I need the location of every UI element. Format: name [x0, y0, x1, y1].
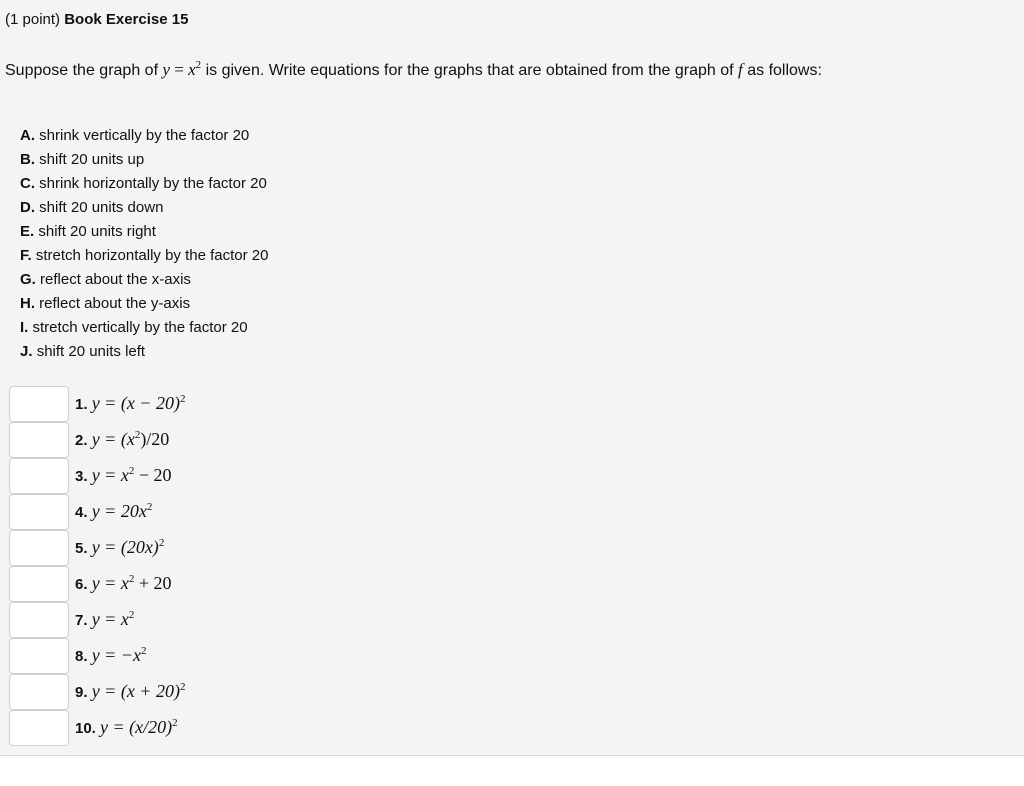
answer-input-6[interactable] [9, 566, 69, 602]
option-item [20, 124, 268, 148]
option-text: shrink horizontally by the factor 20 [39, 175, 267, 192]
option-text: shift 20 units right [38, 223, 156, 240]
option-item [20, 148, 268, 172]
problem-statement [5, 60, 822, 80]
answer-row [9, 638, 409, 674]
option-item [20, 292, 268, 316]
equation-number: 1. [75, 396, 88, 413]
equation-label [75, 573, 171, 594]
answer-input-5[interactable] [9, 530, 69, 566]
equation: $y = (20x)^2$ [91, 537, 165, 557]
equation-number: 3. [75, 468, 88, 485]
equation-number: 8. [75, 648, 88, 665]
equation-label [75, 537, 164, 558]
equation-label [75, 645, 146, 666]
option-text: shift 20 units left [36, 343, 146, 360]
option-letter: A. [20, 127, 35, 144]
points-label: (1 point) [5, 11, 61, 28]
option-letter: H. [20, 295, 35, 312]
option-letter: I. [20, 319, 29, 336]
option-text: stretch vertically by the factor 20 [32, 319, 248, 336]
option-letter: C. [20, 175, 35, 192]
equation-number: 10. [75, 720, 96, 737]
answer-row [9, 674, 409, 710]
equation: $y = (x + 20)^2$ [91, 681, 186, 701]
equation-label [75, 465, 171, 486]
statement-equation: $y = x^2$ [162, 59, 202, 79]
function-f: f [738, 60, 743, 79]
answer-row [9, 458, 409, 494]
equation: $y = (x - 20)^2$ [91, 393, 186, 413]
answer-row [9, 494, 409, 530]
option-letter: B. [20, 151, 35, 168]
option-item [20, 220, 268, 244]
answer-row [9, 422, 409, 458]
answer-row [9, 710, 409, 746]
option-letter: E. [20, 223, 35, 240]
equation: $y = 20x^2$ [91, 501, 153, 521]
option-text: shrink vertically by the factor 20 [39, 127, 250, 144]
equation-label [75, 429, 169, 450]
option-text: shift 20 units up [39, 151, 145, 168]
answer-input-4[interactable] [9, 494, 69, 530]
answer-row [9, 602, 409, 638]
statement-text: is given. Write equations for the graphs that are obtained from the graph of [201, 62, 739, 79]
answer-row [9, 566, 409, 602]
equation: $y = (x^2)/20$ [91, 429, 170, 449]
answer-input-3[interactable] [9, 458, 69, 494]
transformation-options-list [20, 124, 268, 364]
option-item [20, 340, 268, 364]
equation-label [75, 717, 178, 738]
answer-input-1[interactable] [9, 386, 69, 422]
answer-row [9, 530, 409, 566]
equation-number: 5. [75, 540, 88, 557]
equation-number: 6. [75, 576, 88, 593]
equation: $y = x^2 + 20$ [91, 573, 172, 593]
equation: $y = x^2 - 20$ [91, 465, 172, 485]
option-item [20, 316, 268, 340]
answer-input-7[interactable] [9, 602, 69, 638]
equation-number: 4. [75, 504, 88, 521]
option-text: reflect about the x-axis [40, 271, 191, 288]
answer-input-9[interactable] [9, 674, 69, 710]
equation-label [75, 609, 134, 630]
equation-label [75, 681, 185, 702]
option-item [20, 268, 268, 292]
option-item [20, 172, 268, 196]
option-letter: D. [20, 199, 35, 216]
answer-row [9, 386, 409, 422]
option-letter: F. [20, 247, 32, 264]
equation: $y = (x/20)^2$ [100, 717, 178, 737]
equation: $y = -x^2$ [91, 645, 147, 665]
option-item [20, 244, 268, 268]
statement-text: as follows: [742, 62, 822, 79]
option-letter: G. [20, 271, 36, 288]
equation: $y = x^2$ [91, 609, 135, 629]
equation-label [75, 393, 185, 414]
option-text: shift 20 units down [39, 199, 164, 216]
equation-number: 2. [75, 432, 88, 449]
problem-title: Book Exercise 15 [64, 11, 189, 28]
option-letter: J. [20, 343, 33, 360]
answer-input-10[interactable] [9, 710, 69, 746]
answer-input-8[interactable] [9, 638, 69, 674]
answer-matching-list [9, 386, 409, 746]
equation-number: 9. [75, 684, 88, 701]
equation-label [75, 501, 152, 522]
option-text: reflect about the y-axis [39, 295, 191, 312]
problem-header [5, 11, 188, 28]
option-item [20, 196, 268, 220]
option-text: stretch horizontally by the factor 20 [35, 247, 269, 264]
equation-number: 7. [75, 612, 88, 629]
statement-text: Suppose the graph of [5, 62, 163, 79]
answer-input-2[interactable] [9, 422, 69, 458]
